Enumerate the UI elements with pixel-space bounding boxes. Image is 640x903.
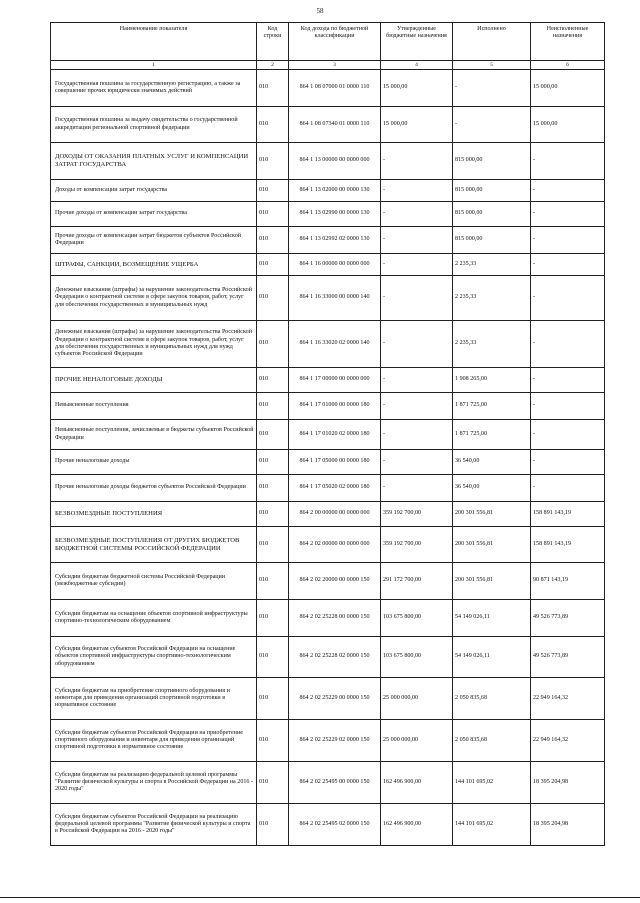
unexecuted-amount-cell: - — [531, 227, 605, 254]
column-number: 3 — [289, 61, 381, 70]
approved-amount-cell: 162 496 900,00 — [381, 804, 453, 846]
executed-amount-cell: 815 000,00 — [453, 180, 531, 202]
table-row — [51, 762, 605, 804]
indicator-name-cell: Прочие неналоговые доходы — [51, 450, 257, 475]
executed-amount-cell: 2 235,33 — [453, 254, 531, 276]
header-executed: Исполнено — [453, 23, 531, 61]
page-number: 58 — [316, 7, 324, 15]
budget-code-cell: 864 1 17 05000 00 0000 180 — [289, 450, 381, 475]
budget-code-cell: 864 1 16 33000 00 0000 140 — [289, 276, 381, 321]
approved-amount-cell: - — [381, 393, 453, 420]
budget-code-cell: 864 1 13 00000 00 0000 000 — [289, 143, 381, 180]
executed-amount-cell: 1 908 265,00 — [453, 368, 531, 393]
header-indicator-name: Наименование показателя — [51, 23, 257, 61]
line-code-cell: 010 — [257, 762, 289, 804]
line-code-cell: 010 — [257, 720, 289, 762]
indicator-name-cell: Субсидии бюджетам на приобретение спортивного оборудования и инвентаря для приведения организаций спортивной подготовки в нормативное состояние — [51, 678, 257, 720]
line-code-cell: 010 — [257, 527, 289, 563]
indicator-name-cell: Невыясненные поступления, зачисляемые в бюджеты субъектов Российской Федерации — [51, 420, 257, 450]
indicator-name-cell: Невыясненные поступления — [51, 393, 257, 420]
line-code-cell: 010 — [257, 563, 289, 600]
approved-amount-cell: - — [381, 180, 453, 202]
unexecuted-amount-cell: 158 891 143,19 — [531, 527, 605, 563]
table-row — [51, 527, 605, 563]
unexecuted-amount-cell: - — [531, 202, 605, 227]
table-row — [51, 276, 605, 321]
table-row — [51, 475, 605, 502]
indicator-name-cell: Денежные взыскания (штрафы) за нарушение законодательства Российской Федерации о контрактной системе в сфере закупок товаров, работ, услуг для обеспечения государственных и муниципальных нужд — [51, 276, 257, 321]
executed-amount-cell: - — [453, 70, 531, 107]
line-code-cell: 010 — [257, 70, 289, 107]
budget-code-cell: 864 1 13 02990 00 0000 130 — [289, 202, 381, 227]
table-row — [51, 202, 605, 227]
unexecuted-amount-cell: 18 395 204,98 — [531, 762, 605, 804]
budget-code-cell: 864 2 02 20000 00 0000 150 — [289, 563, 381, 600]
table-row — [51, 143, 605, 180]
column-number: 4 — [381, 61, 453, 70]
budget-code-cell: 864 2 02 25228 02 0000 150 — [289, 637, 381, 678]
approved-amount-cell: 359 192 700,00 — [381, 502, 453, 527]
approved-amount-cell: - — [381, 227, 453, 254]
line-code-cell: 010 — [257, 180, 289, 202]
line-code-cell: 010 — [257, 143, 289, 180]
table-row — [51, 321, 605, 368]
unexecuted-amount-cell: 90 871 143,19 — [531, 563, 605, 600]
line-code-cell: 010 — [257, 475, 289, 502]
indicator-name-cell: Денежные взыскания (штрафы) за нарушение законодательства Российской Федерации о контрактной системе в сфере закупок товаров, работ, услуг для обеспечения государственных и муниципальных нужд для нужд субъектов Российской Федерации — [51, 321, 257, 368]
table-row — [51, 368, 605, 393]
executed-amount-cell: 36 540,00 — [453, 450, 531, 475]
executed-amount-cell: 54 149 026,11 — [453, 637, 531, 678]
indicator-name-cell: Прочие доходы от компенсации затрат государства — [51, 202, 257, 227]
unexecuted-amount-cell: - — [531, 143, 605, 180]
header-approved: Утвержденные бюджетные назначения — [381, 23, 453, 61]
budget-code-cell: 864 1 17 00000 00 0000 000 — [289, 368, 381, 393]
unexecuted-amount-cell: - — [531, 420, 605, 450]
budget-code-cell: 864 2 02 00000 00 0000 000 — [289, 527, 381, 563]
line-code-cell: 010 — [257, 637, 289, 678]
approved-amount-cell: - — [381, 143, 453, 180]
unexecuted-amount-cell: 49 526 773,89 — [531, 637, 605, 678]
budget-code-cell: 864 1 17 01020 02 0000 180 — [289, 420, 381, 450]
header-line-code: Код строки — [257, 23, 289, 61]
executed-amount-cell: 2 235,33 — [453, 276, 531, 321]
approved-amount-cell: - — [381, 368, 453, 393]
line-code-cell: 010 — [257, 393, 289, 420]
table-row — [51, 502, 605, 527]
executed-amount-cell: 1 871 725,00 — [453, 420, 531, 450]
budget-code-cell: 864 1 08 07000 01 0000 110 — [289, 70, 381, 107]
table-row — [51, 637, 605, 678]
executed-amount-cell: 200 301 556,81 — [453, 527, 531, 563]
indicator-name-cell: ШТРАФЫ, САНКЦИИ, ВОЗМЕЩЕНИЕ УЩЕРБА — [51, 254, 257, 276]
executed-amount-cell: 144 101 695,02 — [453, 804, 531, 846]
budget-code-cell: 864 1 17 01000 00 0000 180 — [289, 393, 381, 420]
budget-code-cell: 864 2 00 00000 00 0000 000 — [289, 502, 381, 527]
unexecuted-amount-cell: - — [531, 276, 605, 321]
indicator-name-cell: БЕЗВОЗМЕЗДНЫЕ ПОСТУПЛЕНИЯ — [51, 502, 257, 527]
line-code-cell: 010 — [257, 321, 289, 368]
line-code-cell: 010 — [257, 254, 289, 276]
indicator-name-cell: Субсидии бюджетам субъектов Российской Федерации на приобретение спортивного оборудования и инвентаря для приведения организаций спортивной подготовки в нормативное состояние — [51, 720, 257, 762]
line-code-cell: 010 — [257, 276, 289, 321]
line-code-cell: 010 — [257, 450, 289, 475]
table-row — [51, 393, 605, 420]
line-code-cell: 010 — [257, 420, 289, 450]
indicator-name-cell: Государственная пошлина за государственную регистрацию, а также за совершение прочих юридически значимых действий — [51, 70, 257, 107]
approved-amount-cell: 103 675 800,00 — [381, 600, 453, 637]
executed-amount-cell: 54 149 026,11 — [453, 600, 531, 637]
line-code-cell: 010 — [257, 202, 289, 227]
page-bottom-rule — [0, 897, 640, 898]
table-row — [51, 720, 605, 762]
table-row — [51, 563, 605, 600]
line-code-cell: 010 — [257, 368, 289, 393]
executed-amount-cell: 2 050 835,68 — [453, 678, 531, 720]
indicator-name-cell: Прочие доходы от компенсации затрат бюджетов субъектов Российской Федерации — [51, 227, 257, 254]
approved-amount-cell: - — [381, 202, 453, 227]
executed-amount-cell: 815 000,00 — [453, 202, 531, 227]
column-number: 1 — [51, 61, 257, 70]
approved-amount-cell: 359 192 700,00 — [381, 527, 453, 563]
budget-code-cell: 864 2 02 25495 02 0000 150 — [289, 804, 381, 846]
executed-amount-cell: 144 101 695,02 — [453, 762, 531, 804]
budget-code-cell: 864 2 02 25495 00 0000 150 — [289, 762, 381, 804]
unexecuted-amount-cell: 15 000,00 — [531, 107, 605, 143]
approved-amount-cell: 25 000 000,00 — [381, 720, 453, 762]
budget-code-cell: 864 2 02 25229 02 0000 150 — [289, 720, 381, 762]
approved-amount-cell: - — [381, 276, 453, 321]
line-code-cell: 010 — [257, 804, 289, 846]
executed-amount-cell: 36 540,00 — [453, 475, 531, 502]
header-budget-code: Код дохода по бюджетной классификации — [289, 23, 381, 61]
line-code-cell: 010 — [257, 107, 289, 143]
indicator-name-cell: ПРОЧИЕ НЕНАЛОГОВЫЕ ДОХОДЫ — [51, 368, 257, 393]
table-row — [51, 227, 605, 254]
line-code-cell: 010 — [257, 502, 289, 527]
approved-amount-cell: 25 000 000,00 — [381, 678, 453, 720]
budget-code-cell: 864 1 13 02000 00 0000 130 — [289, 180, 381, 202]
indicator-name-cell: Государственная пошлина за выдачу свидетельства о государственной аккредитации региональной спортивной федерации — [51, 107, 257, 143]
indicator-name-cell: Субсидии бюджетам субъектов Российской Федерации на оснащение объектов спортивной инфраструктуры спортивно-технологическим оборудованием — [51, 637, 257, 678]
column-number-row — [51, 61, 605, 70]
budget-code-cell: 864 1 16 33020 02 0000 140 — [289, 321, 381, 368]
executed-amount-cell: 2 235,33 — [453, 321, 531, 368]
unexecuted-amount-cell: 15 000,00 — [531, 70, 605, 107]
approved-amount-cell: - — [381, 321, 453, 368]
header-unexecuted: Неисполненные назначения — [531, 23, 605, 61]
unexecuted-amount-cell: - — [531, 321, 605, 368]
table-row — [51, 678, 605, 720]
unexecuted-amount-cell: 22 949 164,32 — [531, 720, 605, 762]
approved-amount-cell: - — [381, 475, 453, 502]
table-row — [51, 254, 605, 276]
header-row — [51, 23, 605, 61]
line-code-cell: 010 — [257, 600, 289, 637]
column-number: 5 — [453, 61, 531, 70]
unexecuted-amount-cell: - — [531, 393, 605, 420]
approved-amount-cell: - — [381, 254, 453, 276]
executed-amount-cell: 2 050 835,68 — [453, 720, 531, 762]
line-code-cell: 010 — [257, 227, 289, 254]
executed-amount-cell: 1 871 725,00 — [453, 393, 531, 420]
table-row — [51, 600, 605, 637]
column-number: 2 — [257, 61, 289, 70]
unexecuted-amount-cell: 158 891 143,19 — [531, 502, 605, 527]
executed-amount-cell: - — [453, 107, 531, 143]
executed-amount-cell: 815 000,00 — [453, 227, 531, 254]
budget-code-cell: 864 2 02 25228 00 0000 150 — [289, 600, 381, 637]
approved-amount-cell: 162 496 900,00 — [381, 762, 453, 804]
unexecuted-amount-cell: - — [531, 368, 605, 393]
unexecuted-amount-cell: - — [531, 475, 605, 502]
unexecuted-amount-cell: - — [531, 450, 605, 475]
table-row — [51, 450, 605, 475]
unexecuted-amount-cell: - — [531, 180, 605, 202]
table-row — [51, 107, 605, 143]
executed-amount-cell: 200 301 556,81 — [453, 563, 531, 600]
indicator-name-cell: Субсидии бюджетам на оснащение объектов спортивной инфраструктуры спортивно-технологическим оборудованием — [51, 600, 257, 637]
approved-amount-cell: - — [381, 450, 453, 475]
indicator-name-cell: Субсидии бюджетам бюджетной системы Российской Федерации (межбюджетные субсидии) — [51, 563, 257, 600]
table-row — [51, 70, 605, 107]
indicator-name-cell: БЕЗВОЗМЕЗДНЫЕ ПОСТУПЛЕНИЯ ОТ ДРУГИХ БЮДЖЕТОВ БЮДЖЕТНОЙ СИСТЕМЫ РОССИЙСКОЙ ФЕДЕРАЦИИ — [51, 527, 257, 563]
budget-code-cell: 864 1 08 07340 01 0000 110 — [289, 107, 381, 143]
approved-amount-cell: 291 172 700,00 — [381, 563, 453, 600]
unexecuted-amount-cell: - — [531, 254, 605, 276]
executed-amount-cell: 200 301 556,81 — [453, 502, 531, 527]
budget-code-cell: 864 1 16 00000 00 0000 000 — [289, 254, 381, 276]
indicator-name-cell: Доходы от компенсации затрат государства — [51, 180, 257, 202]
unexecuted-amount-cell: 22 949 164,32 — [531, 678, 605, 720]
approved-amount-cell: 15 000,00 — [381, 70, 453, 107]
revenue-report-table — [50, 22, 605, 846]
approved-amount-cell: - — [381, 420, 453, 450]
approved-amount-cell: 15 000,00 — [381, 107, 453, 143]
line-code-cell: 010 — [257, 678, 289, 720]
indicator-name-cell: Субсидии бюджетам на реализацию федеральной целевой программы "Развитие физической культуры и спорта в Российской Федерации на 2016 - 2020 годы" — [51, 762, 257, 804]
indicator-name-cell: Прочие неналоговые доходы бюджетов субъектов Российской Федерации — [51, 475, 257, 502]
table-row — [51, 420, 605, 450]
unexecuted-amount-cell: 18 395 204,98 — [531, 804, 605, 846]
approved-amount-cell: 103 675 800,00 — [381, 637, 453, 678]
table-row — [51, 180, 605, 202]
budget-code-cell: 864 1 13 02992 02 0000 130 — [289, 227, 381, 254]
indicator-name-cell: Субсидии бюджетам субъектов Российской Федерации на реализацию федеральной целевой программы "Развитие физической культуры и спорта в Российской Федерации на 2016 - 2020 годы" — [51, 804, 257, 846]
unexecuted-amount-cell: 49 526 773,89 — [531, 600, 605, 637]
indicator-name-cell: ДОХОДЫ ОТ ОКАЗАНИЯ ПЛАТНЫХ УСЛУГ И КОМПЕНСАЦИИ ЗАТРАТ ГОСУДАРСТВА — [51, 143, 257, 180]
executed-amount-cell: 815 000,00 — [453, 143, 531, 180]
budget-code-cell: 864 2 02 25229 00 0000 150 — [289, 678, 381, 720]
table-row — [51, 804, 605, 846]
budget-code-cell: 864 1 17 05020 02 0000 180 — [289, 475, 381, 502]
column-number: 6 — [531, 61, 605, 70]
report-body — [51, 70, 605, 846]
